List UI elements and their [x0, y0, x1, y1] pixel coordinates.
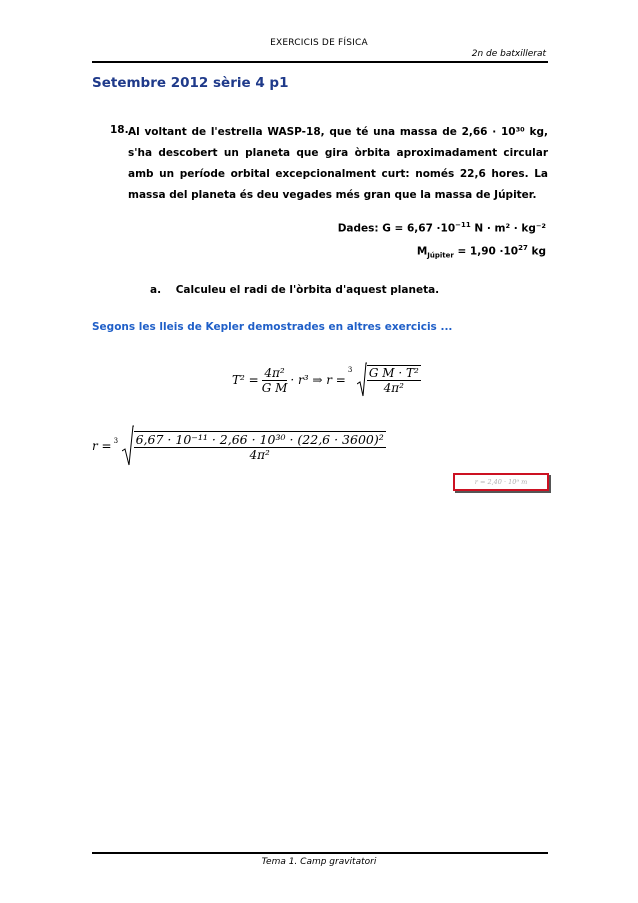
- solution-intro: Segons les lleis de Kepler demostrades en altres exercicis ...: [92, 321, 453, 333]
- part-a-label: a.: [150, 284, 162, 296]
- kepler-equation: [232, 362, 421, 398]
- question-text: Al voltant de l'estrella WASP-18, que té una massa de 2,66 · 10³⁰ kg, s'ha descobert un planeta que gira òrbita aproximadament circular amb un període orbital excepcionalment curt: només 22,6 hores. La massa del planeta és deu vegades més gran que la massa de Júpiter.: [128, 126, 548, 201]
- dades-mj-exponent: 27: [518, 244, 528, 252]
- eq1-root-numerator: G M · T²: [368, 366, 419, 380]
- dades-line-1: [338, 221, 546, 235]
- dades-g-exponent: −11: [455, 221, 471, 229]
- eq2-root-index: 3: [113, 437, 119, 445]
- part-a-text: Calculeu el radi de l'òrbita d'aquest planeta.: [175, 284, 440, 296]
- radius-equation: [92, 425, 386, 467]
- part-a: [150, 284, 439, 296]
- answer-box: r = 2,40 · 10⁹ m: [453, 473, 549, 491]
- header-divider: [92, 61, 548, 63]
- eq2-denominator: 4π²: [249, 447, 270, 462]
- eq1-root-fraction: [367, 365, 421, 395]
- eq1-root-denominator: 4π²: [383, 381, 404, 395]
- eq1-denominator: G M: [261, 380, 288, 395]
- footer-divider: [92, 852, 548, 854]
- eq1-middle: · r³ ⇒ r =: [290, 373, 346, 387]
- footer-text: Tema 1. Camp gravitatori: [261, 857, 377, 867]
- eq2-lhs: r =: [92, 439, 112, 453]
- eq1-numerator: 4π²: [264, 365, 285, 380]
- eq1-cube-root: [347, 362, 421, 398]
- header-title: EXERCICIS DE FÍSICA: [270, 38, 368, 48]
- section-title: Setembre 2012 sèrie 4 p1: [92, 75, 289, 91]
- dades-mj-value: = 1,90 ·10: [457, 245, 519, 258]
- dades-line-2: [417, 244, 546, 260]
- radical-sign-icon: [122, 425, 134, 467]
- header-level: 2n de batxillerat: [471, 49, 546, 59]
- eq1-lhs: T² =: [232, 373, 259, 387]
- dades-mj-symbol: M: [416, 245, 428, 258]
- eq2-cube-root: [113, 425, 386, 467]
- eq2-fraction: [134, 431, 386, 462]
- dades-mj-unit: kg: [531, 245, 546, 258]
- dades-mj-subscript: Júpiter: [427, 251, 454, 260]
- eq2-numerator: 6,67 · 10⁻¹¹ · 2,66 · 10³⁰ · (22,6 · 3600)²: [135, 431, 384, 447]
- dades-g-unit: N · m² · kg⁻²: [474, 222, 546, 235]
- eq1-root-index: 3: [347, 366, 353, 374]
- dades-g-value: Dades: G = 6,67 ·10: [337, 222, 456, 235]
- eq1-fraction: [262, 366, 288, 395]
- radical-sign-icon: [357, 362, 367, 398]
- question-number: 18.: [110, 124, 129, 136]
